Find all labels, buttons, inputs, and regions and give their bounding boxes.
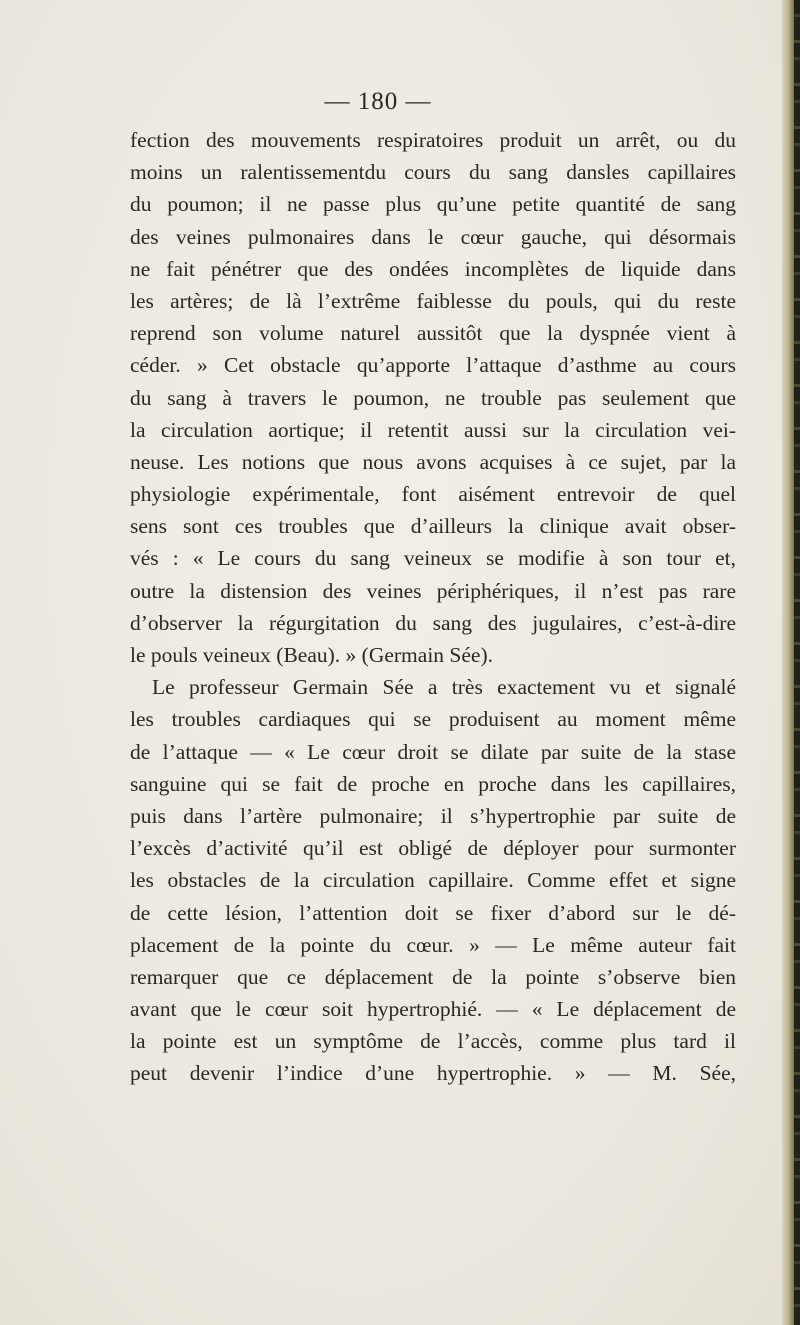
text-line: sens sont ces troubles que d’ailleurs la clinique avait obser- (130, 514, 736, 539)
text-line: de l’attaque — « Le cœur droit se dilate par suite de la stase (130, 739, 736, 764)
text-line: les obstacles de la circulation capillaire. Comme effet et signe (130, 868, 736, 893)
paragraph-start-line: Le professeur Germain Sée a très exactement vu et signalé (152, 675, 736, 700)
text-line: du sang à travers le poumon, ne trouble pas seulement que (130, 385, 736, 410)
text-line: la circulation aortique; il retentit aussi sur la circulation vei- (130, 417, 736, 442)
text-line: sanguine qui se fait de proche en proche dans les capillaires, (130, 771, 736, 796)
body-text (130, 124, 736, 1090)
text-line: moins un ralentissementdu cours du sang dansles capillaires (130, 160, 736, 185)
text-line: la pointe est un symptôme de l’accès, comme plus tard il (130, 1029, 736, 1054)
paragraph-end-line: le pouls veineux (Beau). » (Germain Sée). (130, 643, 493, 667)
text-line: du poumon; il ne passe plus qu’une petite quantité de sang (130, 192, 736, 217)
text-line: de cette lésion, l’attention doit se fixer d’abord sur le dé- (130, 900, 736, 925)
text-line: ne fait pénétrer que des ondées incomplètes de liquide dans (130, 256, 736, 281)
text-line: puis dans l’artère pulmonaire; il s’hypertrophie par suite de (130, 803, 736, 828)
text-line: céder. » Cet obstacle qu’apporte l’attaque d’asthme au cours (130, 353, 736, 378)
text-line: neuse. Les notions que nous avons acquises à ce sujet, par la (130, 449, 736, 474)
text-line: des veines pulmonaires dans le cœur gauche, qui désormais (130, 224, 736, 249)
text-line: avant que le cœur soit hypertrophié. — « Le déplacement de (130, 997, 736, 1022)
text-line: outre la distension des veines périphériques, il n’est pas rare (130, 578, 736, 603)
text-line: reprend son volume naturel aussitôt que la dyspnée vient à (130, 321, 736, 346)
text-line: les troubles cardiaques qui se produisent au moment même (130, 707, 736, 732)
page-edge-texture (794, 0, 800, 1325)
text-line: placement de la pointe du cœur. » — Le même auteur fait (130, 932, 736, 957)
text-line: remarquer que ce déplacement de la pointe s’observe bien (130, 964, 736, 989)
text-line: l’excès d’activité qu’il est obligé de déployer pour surmonter (130, 836, 736, 861)
text-line: physiologie expérimentale, font aisément entrevoir de quel (130, 482, 736, 507)
page-number: — 180 — (324, 88, 432, 115)
text-line: fection des mouvements respiratoires produit un arrêt, ou du (130, 128, 736, 152)
text-line: d’observer la régurgitation du sang des jugulaires, c’est-à-dire (130, 610, 736, 635)
text-line: vés : « Le cours du sang veineux se modifie à son tour et, (130, 546, 736, 571)
text-line: peut devenir l’indice d’une hypertrophie. » — M. Sée, (130, 1061, 736, 1086)
text-line: les artères; de là l’extrême faiblesse du pouls, qui du reste (130, 288, 736, 313)
